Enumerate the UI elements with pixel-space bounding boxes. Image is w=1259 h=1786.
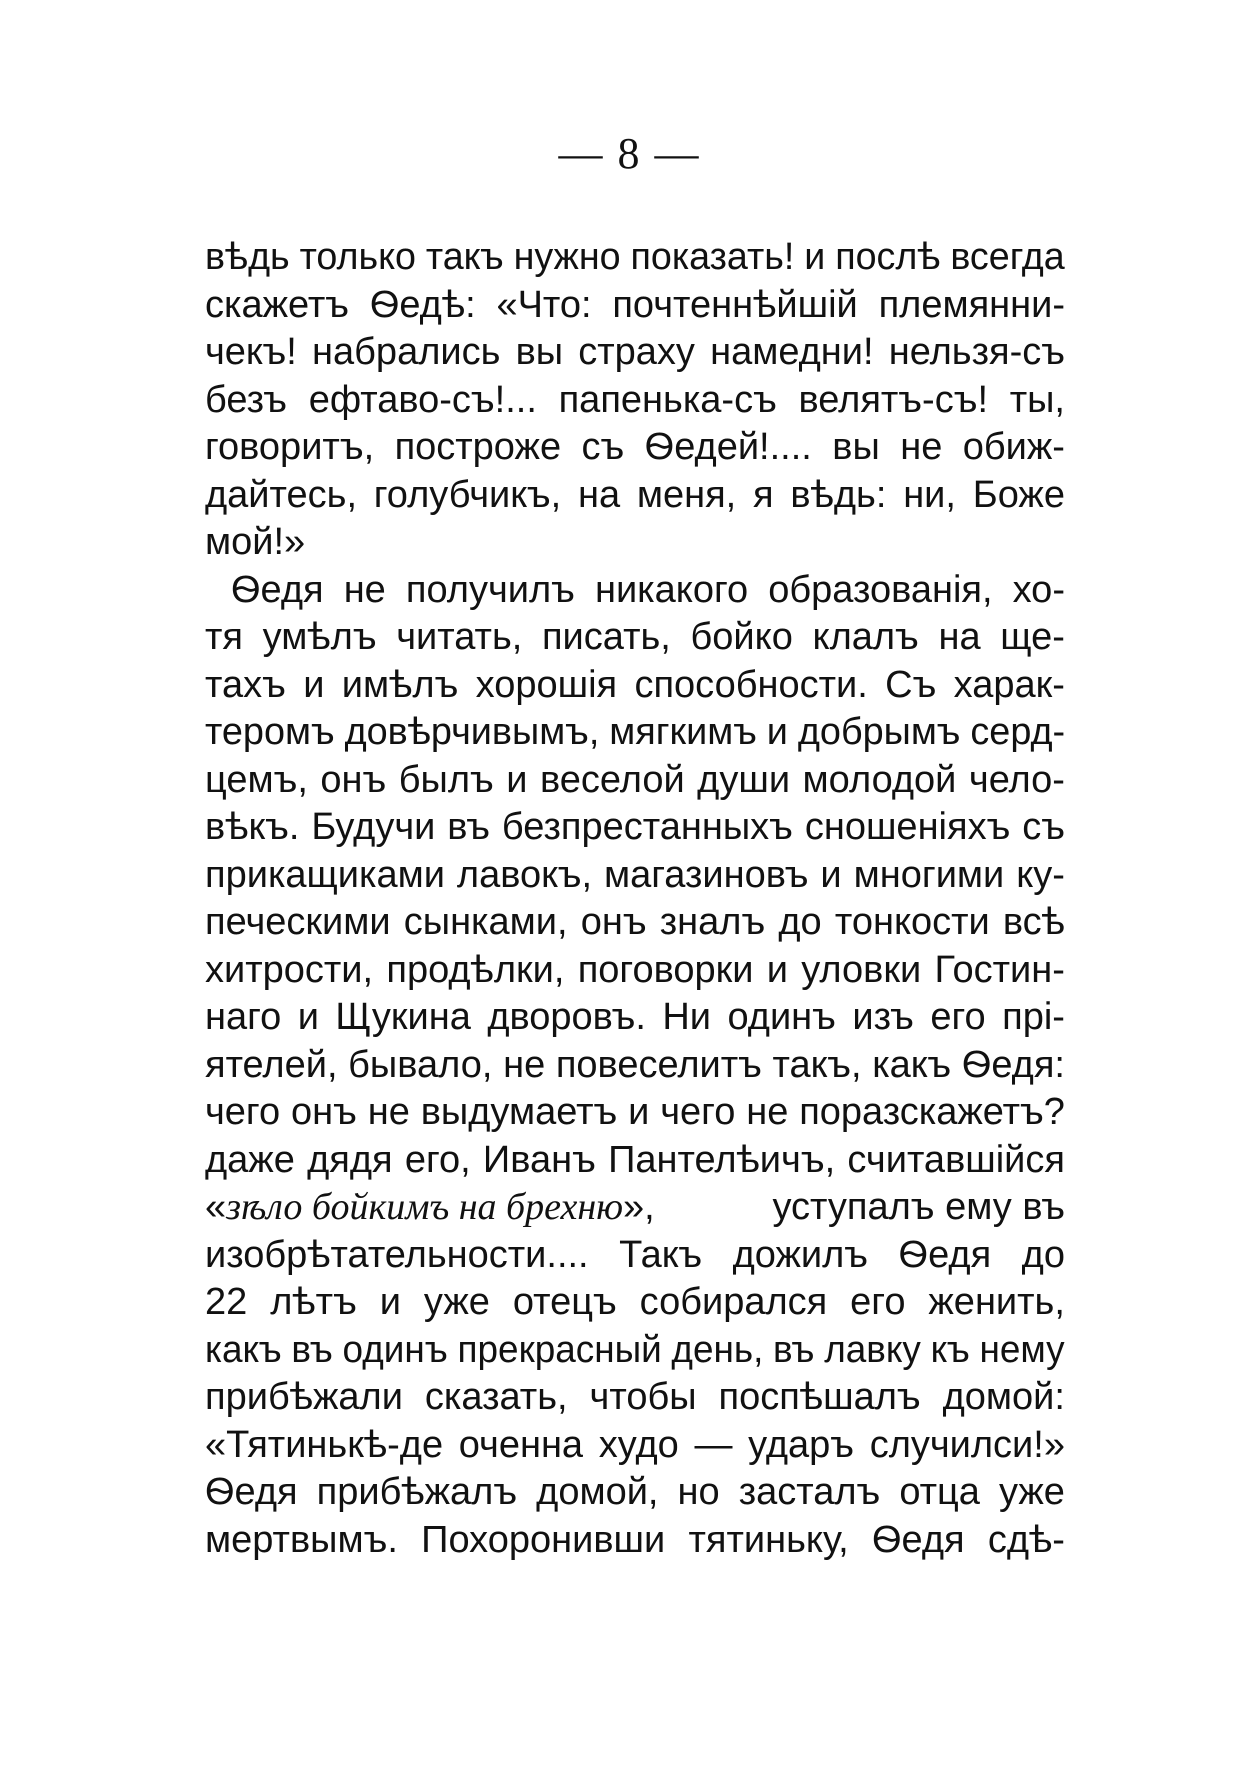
word: дядя bbox=[307, 1138, 393, 1181]
word: изобрѣтательности.... bbox=[205, 1233, 589, 1276]
word: повеселитъ bbox=[555, 1043, 762, 1086]
word: меня, bbox=[636, 473, 737, 516]
text-line bbox=[205, 614, 1065, 662]
text-line bbox=[205, 1469, 1065, 1517]
word: чего bbox=[660, 1091, 736, 1133]
word: поговорки bbox=[577, 948, 754, 991]
word: чело- bbox=[968, 758, 1065, 801]
word: не bbox=[343, 568, 386, 611]
word: чего bbox=[205, 1091, 281, 1133]
word: сдѣ- bbox=[987, 1518, 1065, 1561]
word: всѣ bbox=[1002, 901, 1065, 943]
word: хитрости, bbox=[205, 948, 374, 991]
word: поразскажетъ? bbox=[799, 1091, 1065, 1133]
page-number: — 8 — bbox=[558, 129, 701, 178]
word: папенька-съ bbox=[558, 378, 777, 421]
word: «Что: bbox=[496, 283, 592, 326]
word: образованія, bbox=[768, 568, 993, 611]
word: собирался bbox=[639, 1281, 828, 1323]
word: не bbox=[900, 426, 943, 468]
text-line bbox=[205, 899, 1065, 947]
word: но bbox=[677, 1471, 720, 1513]
word: читать, bbox=[396, 616, 523, 658]
word: построже bbox=[394, 426, 562, 468]
word: говоритъ, bbox=[205, 426, 375, 468]
word: прибѣжалъ bbox=[316, 1471, 518, 1513]
word: молодой bbox=[802, 758, 957, 801]
word: безпрестанныхъ bbox=[501, 806, 793, 848]
word: ефтаво-съ!... bbox=[308, 378, 537, 421]
word: ударъ bbox=[748, 1423, 855, 1466]
word: отца bbox=[899, 1471, 980, 1513]
word: и bbox=[303, 663, 325, 706]
word: вы bbox=[832, 426, 880, 468]
word: безъ bbox=[205, 378, 287, 421]
text-line bbox=[205, 994, 1065, 1042]
word: продѣлки, bbox=[386, 948, 565, 991]
word: клалъ bbox=[812, 616, 919, 658]
word: тятиньку, bbox=[688, 1518, 849, 1561]
word: набрались bbox=[312, 331, 501, 373]
word: онъ bbox=[320, 758, 387, 801]
text-line-paragraph-start bbox=[205, 567, 1065, 615]
word: ты, bbox=[1009, 378, 1065, 421]
word: «Тятинькѣ-де bbox=[205, 1423, 444, 1466]
word: поспѣшалъ bbox=[718, 1376, 921, 1418]
word: уже bbox=[998, 1471, 1065, 1513]
word: магазиновъ bbox=[604, 853, 809, 896]
word: скажетъ bbox=[205, 283, 350, 326]
word: хо- bbox=[1012, 568, 1065, 611]
word: его bbox=[930, 996, 986, 1038]
text-line bbox=[205, 472, 1065, 520]
word: день, bbox=[671, 1328, 764, 1371]
word: ще- bbox=[1000, 616, 1065, 658]
word: съ bbox=[1022, 806, 1065, 848]
word: тонкости bbox=[834, 901, 990, 943]
word: и bbox=[628, 1091, 650, 1133]
word: считавшійся bbox=[847, 1138, 1065, 1181]
word: умѣлъ bbox=[262, 616, 377, 658]
word: на bbox=[577, 473, 621, 516]
word: женить, bbox=[928, 1281, 1065, 1323]
word: мягкимъ bbox=[609, 711, 757, 753]
word: сынками, bbox=[403, 901, 568, 943]
word: его, bbox=[404, 1138, 471, 1181]
word: въ bbox=[291, 1328, 333, 1371]
word: прекрасный bbox=[457, 1328, 662, 1371]
word: наго bbox=[205, 996, 282, 1038]
word: ятелей, bbox=[205, 1043, 338, 1086]
word: въ bbox=[447, 806, 490, 848]
word: Такъ bbox=[619, 1233, 703, 1276]
word: и bbox=[766, 948, 788, 991]
word: на bbox=[938, 616, 981, 658]
word: одинъ bbox=[727, 996, 836, 1038]
text-line bbox=[205, 1042, 1065, 1090]
word: Ѳедя: bbox=[961, 1043, 1065, 1086]
word: такъ bbox=[425, 236, 504, 278]
word: Будучи bbox=[311, 806, 436, 848]
word: нельзя-съ bbox=[888, 331, 1065, 373]
word: и bbox=[820, 853, 842, 896]
word: — bbox=[694, 1423, 733, 1466]
word: нему bbox=[979, 1328, 1065, 1371]
word: оченна bbox=[458, 1423, 584, 1466]
word: домой, bbox=[536, 1471, 659, 1513]
word: уловки bbox=[801, 948, 922, 991]
text-line bbox=[205, 1089, 1065, 1137]
word: серд- bbox=[970, 711, 1066, 753]
word: Ѳедя bbox=[205, 1471, 298, 1513]
word: лавку bbox=[824, 1328, 921, 1371]
word: и bbox=[379, 1281, 401, 1323]
text-line bbox=[205, 1279, 1065, 1327]
text-line bbox=[205, 1422, 1065, 1470]
word: дожилъ bbox=[732, 1233, 869, 1276]
word: чтобы bbox=[589, 1376, 697, 1418]
word: засталъ bbox=[738, 1471, 881, 1513]
word: до bbox=[778, 901, 822, 943]
word: ку- bbox=[1016, 853, 1065, 896]
word: лѣтъ bbox=[270, 1281, 357, 1323]
word: велятъ-съ! bbox=[798, 378, 989, 421]
text-line bbox=[205, 947, 1065, 995]
word: только bbox=[299, 236, 416, 278]
word: бойко bbox=[690, 616, 793, 658]
text-line bbox=[205, 1327, 1065, 1375]
word: и bbox=[766, 711, 788, 753]
word: не bbox=[746, 1091, 789, 1133]
word: Ѳедя bbox=[231, 568, 324, 611]
text-line bbox=[205, 282, 1065, 330]
word: способности. bbox=[634, 663, 868, 706]
word: изъ bbox=[852, 996, 914, 1038]
word: прикащиками bbox=[205, 853, 445, 896]
word: печескими bbox=[205, 901, 391, 943]
word: довѣрчивымъ, bbox=[344, 711, 600, 753]
word: страху bbox=[578, 331, 695, 373]
word: добрымъ bbox=[797, 711, 961, 753]
word: и bbox=[297, 996, 319, 1038]
word: такъ, bbox=[772, 1043, 862, 1086]
word: былъ bbox=[398, 758, 494, 801]
word: Съ bbox=[885, 663, 937, 706]
word: дайтесь, bbox=[205, 473, 357, 516]
word: Гостин- bbox=[934, 948, 1065, 991]
word: 22 bbox=[205, 1281, 248, 1323]
word: мертвымъ. bbox=[205, 1518, 398, 1561]
word: показать! bbox=[630, 236, 795, 278]
text-line bbox=[205, 804, 1065, 852]
word: Ѳедя bbox=[898, 1233, 992, 1276]
word: дворовъ. bbox=[487, 996, 646, 1038]
word: даже bbox=[205, 1138, 295, 1181]
word: до bbox=[1021, 1233, 1065, 1276]
text-line bbox=[205, 424, 1065, 472]
word: не bbox=[503, 1043, 546, 1086]
word: вѣкъ. bbox=[205, 806, 300, 848]
word: прі- bbox=[1002, 996, 1065, 1038]
word: къ bbox=[930, 1328, 970, 1371]
word: хорошія bbox=[475, 663, 618, 706]
text-line bbox=[205, 377, 1065, 425]
word: въ bbox=[773, 1328, 815, 1371]
word: сказать, bbox=[424, 1376, 568, 1418]
word: худо bbox=[598, 1423, 679, 1466]
word: вѣдь bbox=[205, 236, 290, 278]
text-line bbox=[205, 329, 1065, 377]
word: многими bbox=[853, 853, 1005, 896]
word: обиж- bbox=[962, 426, 1065, 468]
word: его bbox=[850, 1281, 906, 1323]
word: всегда bbox=[950, 236, 1065, 278]
word: не bbox=[367, 1091, 410, 1133]
word: уже bbox=[423, 1281, 490, 1323]
word: чекъ! bbox=[205, 331, 297, 373]
word: случилси!» bbox=[869, 1423, 1065, 1466]
word: онъ bbox=[290, 1091, 357, 1133]
word: послѣ bbox=[835, 236, 941, 278]
word: тахъ bbox=[205, 663, 286, 706]
word: онъ bbox=[580, 901, 647, 943]
word: Боже bbox=[972, 473, 1065, 516]
word: домой: bbox=[942, 1376, 1065, 1418]
word: Ни bbox=[662, 996, 712, 1038]
word: Пантелѣичъ, bbox=[608, 1138, 836, 1181]
word: души bbox=[697, 758, 791, 801]
text-line bbox=[205, 757, 1065, 805]
word: бывало, bbox=[348, 1043, 493, 1086]
word: зналъ bbox=[659, 901, 766, 943]
word: прибѣжали bbox=[205, 1376, 403, 1418]
word: веселой bbox=[539, 758, 685, 801]
text-line bbox=[205, 709, 1065, 757]
word: вѣдь: bbox=[790, 473, 887, 516]
italic-phrase: «зѣло бойкимъ на брехню», bbox=[205, 1186, 655, 1228]
word: имѣлъ bbox=[341, 663, 459, 706]
line-rest: уступалъ ему въ bbox=[772, 1186, 1065, 1228]
word: теромъ bbox=[205, 711, 335, 753]
text-line-with-italic bbox=[205, 1184, 1065, 1232]
word: тя bbox=[205, 616, 243, 658]
word: выдумаетъ bbox=[420, 1091, 618, 1133]
word: лавокъ, bbox=[456, 853, 593, 896]
word: харак- bbox=[953, 663, 1065, 706]
word: съ bbox=[581, 426, 625, 468]
word: Похоронивши bbox=[421, 1518, 666, 1561]
text-line-paragraph-end: мой!» bbox=[205, 521, 306, 563]
text-line bbox=[205, 234, 1065, 282]
word: отецъ bbox=[512, 1281, 617, 1323]
word: и bbox=[804, 236, 826, 278]
word: Щукина bbox=[335, 996, 471, 1038]
word: какъ bbox=[205, 1328, 282, 1371]
word: сношеніяхъ bbox=[804, 806, 1011, 848]
body-text bbox=[205, 234, 1065, 1564]
text-line bbox=[205, 1137, 1065, 1185]
word: писать, bbox=[541, 616, 671, 658]
word: и bbox=[506, 758, 528, 801]
word: голубчикъ, bbox=[373, 473, 562, 516]
text-line bbox=[205, 662, 1065, 710]
text-line bbox=[205, 852, 1065, 900]
word: намедни! bbox=[710, 331, 874, 373]
word: цемъ, bbox=[205, 758, 308, 801]
word: вы bbox=[515, 331, 564, 373]
word: одинъ bbox=[342, 1328, 448, 1371]
word: я bbox=[753, 473, 774, 516]
word: почтеннѣйшій bbox=[612, 283, 858, 326]
word: Ѳедя bbox=[871, 1518, 965, 1561]
word: ни, bbox=[903, 473, 956, 516]
word: Иванъ bbox=[482, 1138, 596, 1181]
text-line bbox=[205, 1232, 1065, 1280]
word: никакого bbox=[594, 568, 749, 611]
word: Ѳедей!.... bbox=[644, 426, 812, 468]
text-line bbox=[205, 1517, 1065, 1565]
word: какъ bbox=[872, 1043, 952, 1086]
text-line bbox=[205, 1374, 1065, 1422]
word: племянни- bbox=[878, 283, 1065, 326]
word: получилъ bbox=[405, 568, 575, 611]
word: Ѳедѣ: bbox=[369, 283, 476, 326]
word: нужно bbox=[513, 236, 621, 278]
